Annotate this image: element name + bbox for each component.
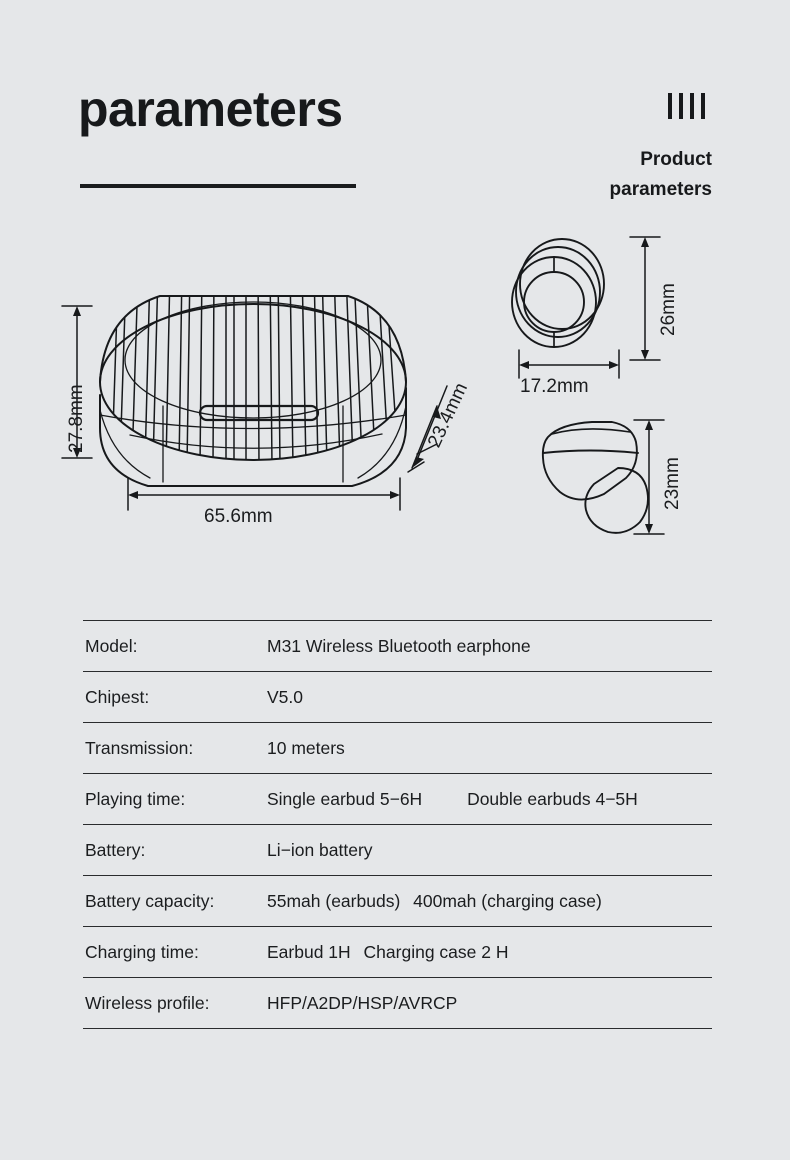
table-row [83,722,712,773]
title-underline-rule [80,184,356,188]
spec-value [267,942,712,963]
spec-value-primary: Li−ion battery [267,839,373,860]
spec-key: Wireless profile: [85,992,210,1013]
spec-key: Model: [85,635,138,656]
spec-value-primary: Earbud 1H [267,941,351,962]
charging-case-drawing [100,266,406,486]
dimension-earbud-width [519,350,619,378]
specification-table [83,620,712,1029]
spec-key: Battery: [85,839,146,860]
header-subtitle [492,145,712,206]
table-row [83,773,712,824]
spec-value [267,738,712,759]
earbud-side-drawing [543,422,648,533]
label-earbud-side-height: 23mm [662,457,683,510]
dimension-earbud-height [630,237,660,360]
spec-value-primary: V5.0 [267,686,303,707]
spec-value-secondary: Charging case 2 H [363,941,509,962]
table-row [83,926,712,977]
spec-value [267,687,712,708]
spec-value [267,993,712,1014]
diagram-canvas [0,210,790,600]
table-row [83,977,712,1029]
earbud-front-drawing [512,239,604,347]
tally-marks-icon [668,93,705,119]
label-earbud-front-width: 17.2mm [520,376,589,397]
label-case-height: 27.8mm [66,384,87,453]
spec-key: Chipest: [85,686,150,707]
spec-value-primary: Single earbud 5−6H [267,788,423,809]
dimension-earbud-side-height [634,420,664,534]
spec-key: Charging time: [85,941,199,962]
page-title: parameters [78,81,343,137]
label-case-depth: 23.4mm [424,379,473,451]
header-subtitle-line2: parameters [609,179,712,201]
spec-value-secondary: Double earbuds 4−5H [467,788,638,809]
spec-value [267,840,712,861]
spec-value [267,789,712,810]
table-row [83,620,712,671]
label-case-width: 65.6mm [204,506,273,527]
spec-value-primary: M31 Wireless Bluetooth earphone [267,635,531,656]
spec-value-primary: 10 meters [267,737,345,758]
product-diagrams [0,210,790,600]
spec-value-primary: 55mah (earbuds) [267,890,401,911]
spec-value-primary: HFP/A2DP/HSP/AVRCP [267,992,458,1013]
spec-value [267,891,712,912]
spec-key: Transmission: [85,737,194,758]
table-row [83,875,712,926]
header-subtitle-line1: Product [640,149,712,170]
spec-value [267,636,712,657]
label-earbud-front-height: 26mm [658,283,679,336]
spec-key: Playing time: [85,788,186,809]
table-row [83,671,712,722]
spec-key: Battery capacity: [85,890,215,911]
spec-value-secondary: 400mah (charging case) [413,890,602,911]
table-row [83,824,712,875]
